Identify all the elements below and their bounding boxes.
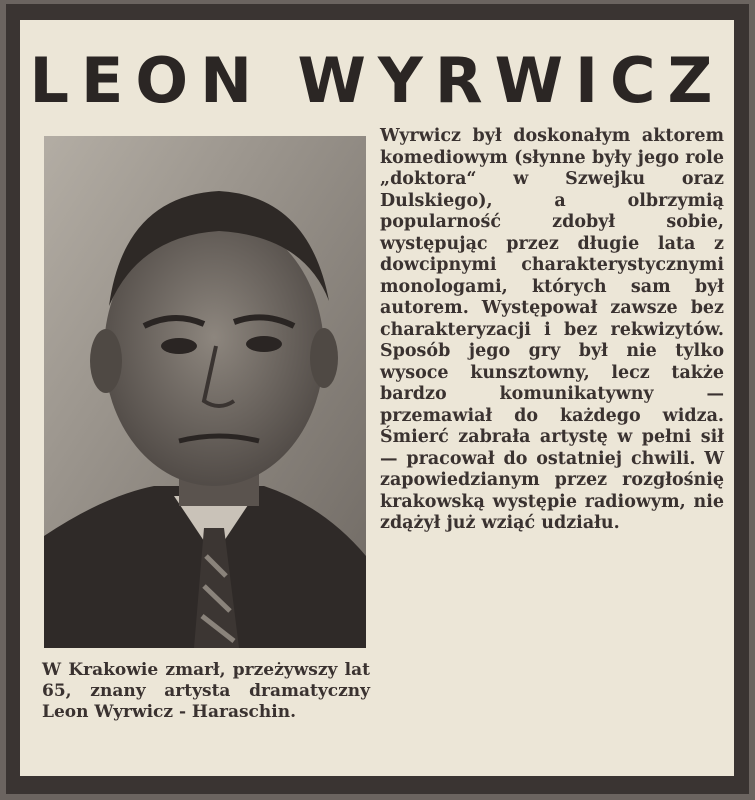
obituary-frame [6, 4, 749, 794]
article-body: Wyrwicz był doskonałym aktorem komediowym (słynne były jego role „doktora“ w Szwejku oraz Dulskiego), a olbrzymią popularność zdobył sobie, występując przez długie lata z dowcipnymi charakterystycznymi monologami, których sam był autorem. Występował zawsze bez charakteryzacji i bez rekwizytów. Sposób jego gry był nie tylko wysoce kunsztowny, lecz także bardzo komunikatywny — przemawiał do każdego widza. Śmierć zabrała artystę w pełni sił — pracował do ostatniej chwili. W zapowiedzianym przez rozgłośnię krakowską występie radiowym, nie zdążył już wziąć udziału. [380, 126, 724, 533]
photo-caption: W Krakowie zmarł, przeżywszy lat 65, znany artysta dramatyczny Leon Wyrwicz - Haraschin. [42, 660, 370, 722]
portrait-photo [44, 136, 366, 648]
headline: LEON WYRWICZ [29, 44, 725, 117]
newspaper-clipping [20, 20, 734, 776]
portrait-icon [44, 136, 366, 648]
